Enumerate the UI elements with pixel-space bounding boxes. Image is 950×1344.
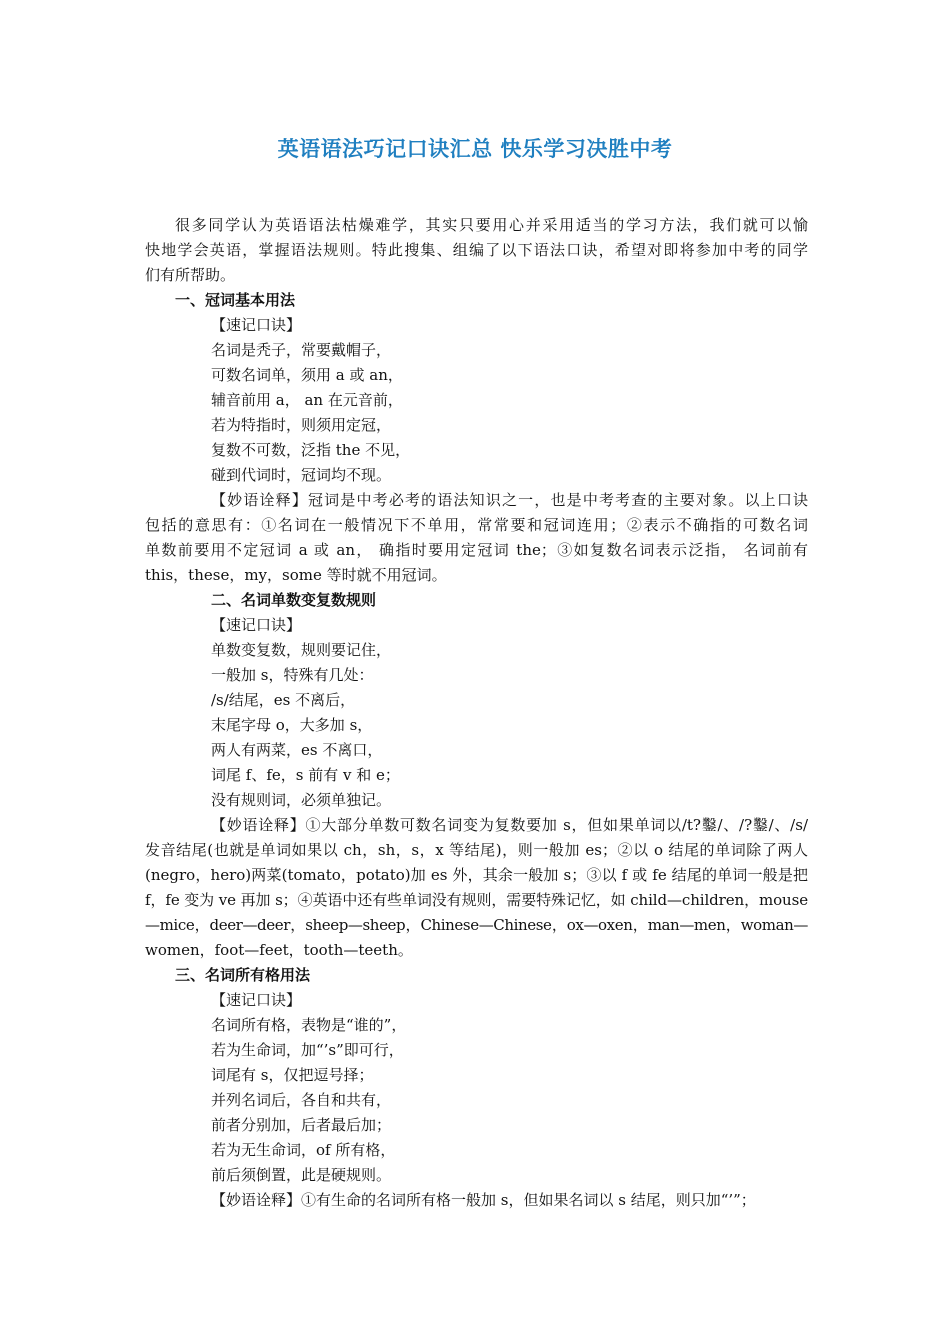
verse-line: 词尾有 s，仅把逗号择； <box>211 1066 374 1084</box>
explanation-line: 单数前要用不定冠词 a 或 an， 确指时要用定冠词 the；③如复数名词表示泛指， 名词前有 <box>145 541 808 559</box>
explanation-line: 【妙语诠释】①有生命的名词所有格一般加 s，但如果名词以 s 结尾，则只加“’”； <box>211 1191 756 1209</box>
verse-line: 并列名词后，各自和共有， <box>211 1091 392 1109</box>
explanation-line: 【妙语诠释】①大部分单数可数名词变为复数要加 s，但如果单词以/t?鑿/、/?鑿/、/s/ <box>211 816 808 834</box>
verse-line: 单数变复数，规则要记住， <box>211 641 392 659</box>
section-heading: 二、名词单数变复数规则 <box>211 591 377 609</box>
verse-line: 若为生命词，加“’s”即可行， <box>211 1041 404 1059</box>
verse-line: 前后须倒置，此是硬规则。 <box>211 1166 392 1184</box>
document-title: 英语语法巧记口诀汇总 快乐学习决胜中考 <box>277 136 673 161</box>
verse-line: 名词所有格，表物是“谁的”， <box>211 1016 407 1034</box>
verse-line: 一般加 s，特殊有几处： <box>211 666 374 684</box>
verse-line: 没有规则词，必须单独记。 <box>211 791 392 809</box>
explanation-line: (negro，hero)两菜(tomato，potato)加 es 外，其余一般加 s；③以 f 或 fe 结尾的单词一般是把 <box>145 866 808 884</box>
intro-line: 快地学会英语，掌握语法规则。特此搜集、组编了以下语法口诀，希望对即将参加中考的同学 <box>145 241 808 259</box>
explanation-line: —mice，deer—deer，sheep—sheep，Chinese—Chinese，ox—oxen，man—men，woman— <box>145 916 808 934</box>
intro-line: 很多同学认为英语语法枯燥难学，其实只要用心并采用适当的学习方法，我们就可以愉 <box>175 216 808 234</box>
verse-line: 辅音前用 a， an 在元音前， <box>211 391 403 409</box>
verse-line: 前者分别加，后者最后加； <box>211 1116 392 1134</box>
verse-line: /s/结尾，es 不离后， <box>211 691 356 709</box>
explanation-line: f，fe 变为 ve 再加 s；④英语中还有些单词没有规则，需要特殊记忆，如 child—children，mouse <box>145 891 808 909</box>
explanation-line: 发音结尾(也就是单词如果以 ch，sh，s，x 等结尾)，则一般加 es；②以 o 结尾的单词除了两人 <box>145 841 808 859</box>
verse-line: 若为无生命词，of 所有格， <box>211 1141 396 1159</box>
section-heading: 三、名词所有格用法 <box>175 966 311 984</box>
explanation-line: 【妙语诠释】冠词是中考必考的语法知识之一，也是中考考查的主要对象。以上口诀 <box>211 491 808 509</box>
mnemonic-tag: 【速记口诀】 <box>211 616 302 634</box>
mnemonic-tag: 【速记口诀】 <box>211 991 302 1009</box>
section-heading: 一、冠词基本用法 <box>175 291 296 309</box>
verse-line: 词尾 f、fe，s 前有 v 和 e； <box>211 766 400 784</box>
verse-line: 两人有两菜，es 不离口， <box>211 741 383 759</box>
verse-line: 可数名词单，须用 a 或 an， <box>211 366 403 384</box>
document-body <box>145 213 808 1213</box>
explanation-line: 包括的意思有：①名词在一般情况下不单用，常常要和冠词连用；②表示不确指的可数名词 <box>145 516 808 534</box>
intro-line: 们有所帮助。 <box>145 266 236 284</box>
verse-line: 若为特指时，则须用定冠， <box>211 416 392 434</box>
mnemonic-tag: 【速记口诀】 <box>211 316 302 334</box>
verse-line: 复数不可数，泛指 the 不见， <box>211 441 411 459</box>
verse-line: 末尾字母 o，大多加 s， <box>211 716 373 734</box>
explanation-line: this，these，my，some 等时就不用冠词。 <box>145 566 447 584</box>
explanation-line: women，foot—feet，tooth—teeth。 <box>145 941 413 959</box>
verse-line: 碰到代词时，冠词均不现。 <box>211 466 392 484</box>
verse-line: 名词是秃子，常要戴帽子， <box>211 341 392 359</box>
